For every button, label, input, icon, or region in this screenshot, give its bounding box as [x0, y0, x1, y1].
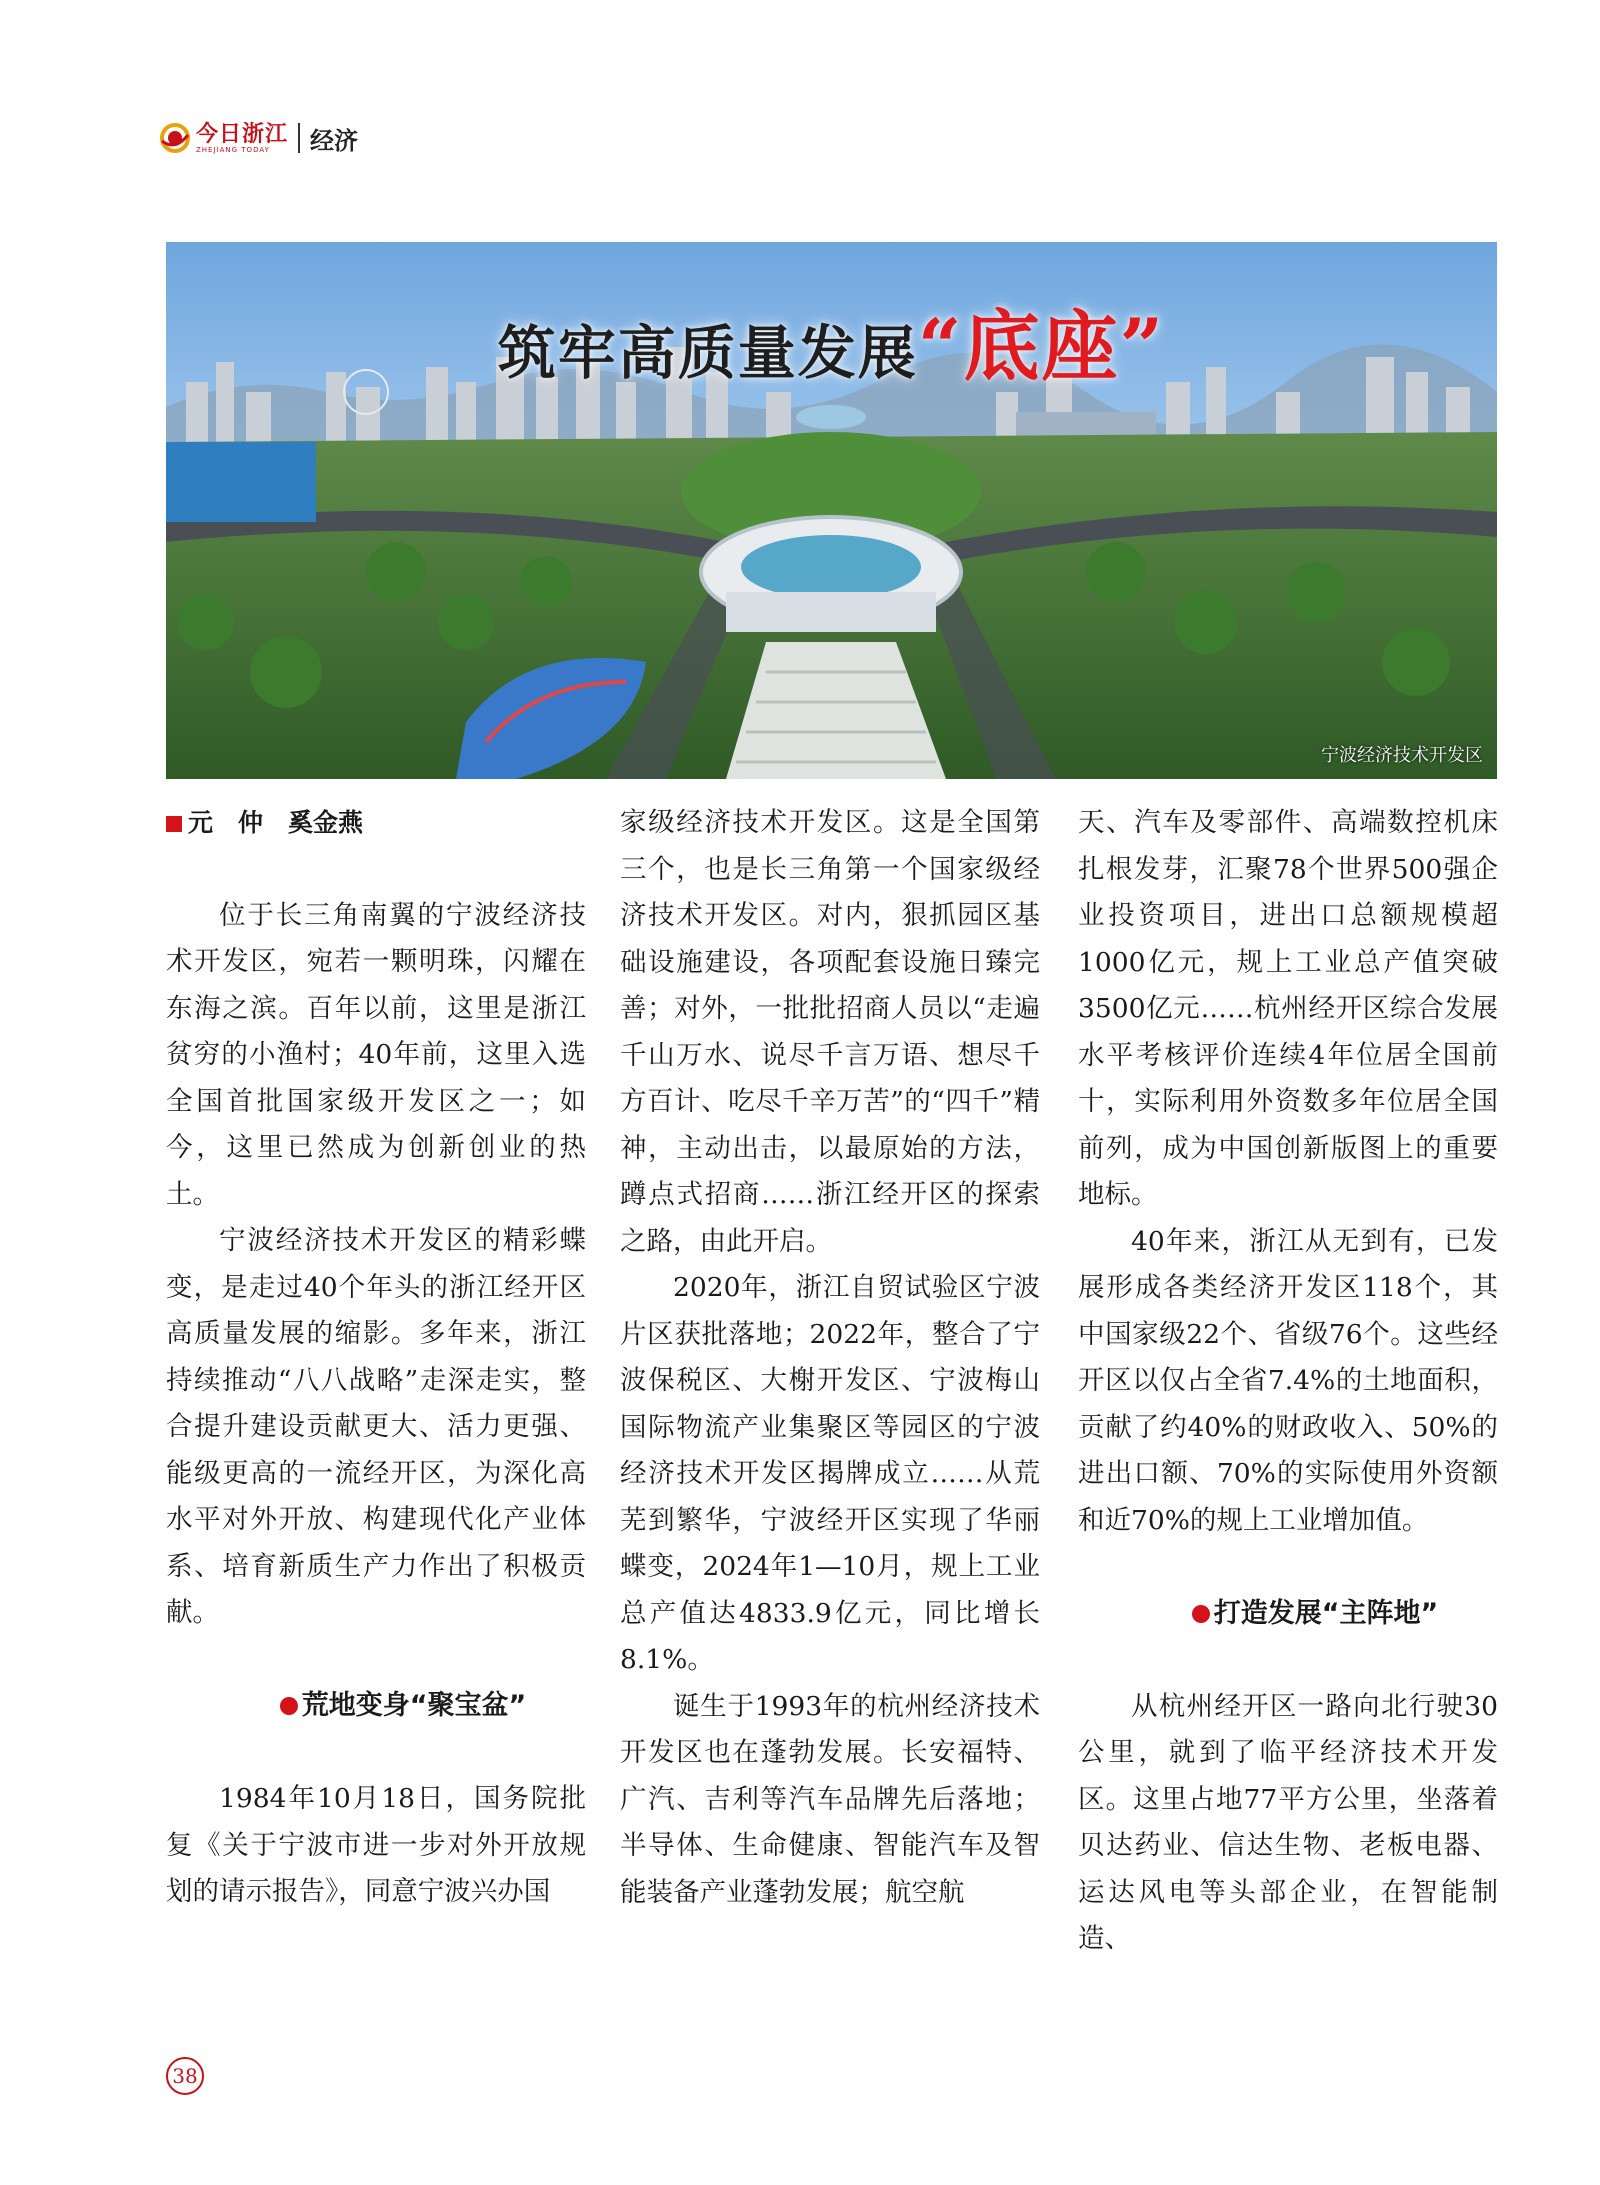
subheading-text: 打造发展“主阵地” — [1213, 1597, 1439, 1629]
hero-title-main: 筑牢高质量发展 — [497, 319, 918, 387]
section-label: 经济 — [310, 126, 359, 155]
article-column-2 — [620, 800, 1040, 1916]
logo-en: ZHEJIANG TODAY — [196, 145, 270, 154]
paragraph: 2020年，浙江自贸试验区宁波片区获批落地；2022年，整合了宁波保税区、大榭开发区、宁波梅山国际物流产业集聚区等园区的宁波经济技术开发区揭牌成立……从荒芜到繁华，宁波经开区实现了华丽蝶变，2024年1—10月，规上工业总产值达4833.9亿元，同比增长8.1%。 — [620, 1272, 1040, 1675]
section-subheading — [1078, 1591, 1498, 1638]
magazine-logo — [196, 120, 289, 154]
section-subheading — [166, 1683, 586, 1730]
photo-caption: 宁波经济技术开发区 — [1321, 745, 1483, 766]
magazine-logo-icon — [160, 123, 190, 153]
author-marker-icon — [166, 816, 182, 832]
paragraph: 1984年10月18日，国务院批复《关于宁波市进一步对外开放规划的请示报告》，同意宁波兴办国 — [166, 1783, 586, 1907]
author-names: 元 仲 奚金燕 — [188, 808, 364, 837]
paragraph: 家级经济技术开发区。这是全国第三个，也是长三角第一个国家级经济技术开发区。对内，狠抓园区基础设施建设，各项配套设施日臻完善；对外，一批批招商人员以“走遍千山万水、说尽千言万语、想尽千方百计、吃尽千辛万苦”的“四千”精神，主动出击，以最原始的方法，蹲点式招商……浙江经开区的探索之路，由此开启。 — [620, 807, 1040, 1257]
paragraph: 位于长三角南翼的宁波经济技术开发区，宛若一颗明珠，闪耀在东海之滨。百年以前，这里是浙江贫穷的小渔村；40年前，这里入选全国首批国家级开发区之一；如今，这里已然成为创新创业的热土。 — [166, 899, 586, 1210]
header-divider — [298, 123, 300, 153]
author-line — [166, 800, 586, 846]
paragraph: 40年来，浙江从无到有，已发展形成各类经济开发区118个，其中国家级22个、省级76个。这些经开区以仅占全省7.4%的土地面积，贡献了约40%的财政收入、50%的进出口额、70%的实际使用外资额和近70%的规上工业增加值。 — [1078, 1225, 1498, 1536]
bullet-dot-icon — [1192, 1605, 1210, 1623]
article-column-1 — [166, 800, 586, 1916]
bullet-dot-icon — [280, 1697, 298, 1715]
page-header — [160, 118, 358, 158]
subheading-text: 荒地变身“聚宝盆” — [301, 1690, 527, 1721]
paragraph: 天、汽车及零部件、高端数控机床扎根发芽，汇聚78个世界500强企业投资项目，进出口总额规模超1000亿元，规上工业总产值突破3500亿元……杭州经开区综合发展水平考核评价连续4年位居全国前十，实际利用外资数多年位居全国前列，成为中国创新版图上的重要地标。 — [1078, 807, 1498, 1210]
hero-title-highlight: “底座” — [917, 302, 1166, 391]
paragraph: 宁波经济技术开发区的精彩蝶变，是走过40个年头的浙江经开区高质量发展的缩影。多年来，浙江持续推动“八八战略”走深走实，整合提升建设贡献更大、活力更强、能级更高的一流经开区，为深化高水平对外开放、构建现代化产业体系、培育新质生产力作出了积极贡献。 — [166, 1225, 586, 1628]
logo-cn: 今日浙江 — [196, 120, 289, 147]
paragraph: 诞生于1993年的杭州经济技术开发区也在蓬勃发展。长安福特、广汽、吉利等汽车品牌先后落地；半导体、生命健康、智能汽车及智能装备产业蓬勃发展；航空航 — [620, 1690, 1040, 1908]
hero-title — [166, 286, 1497, 395]
article-column-3 — [1078, 800, 1498, 1963]
paragraph: 从杭州经开区一路向北行驶30公里，就到了临平经济技术开发区。这里占地77平方公里，坐落着贝达药业、信达生物、老板电器、运达风电等头部企业，在智能制造、 — [1078, 1690, 1498, 1954]
page-number: 38 — [166, 2057, 204, 2095]
hero-photo — [166, 242, 1497, 779]
